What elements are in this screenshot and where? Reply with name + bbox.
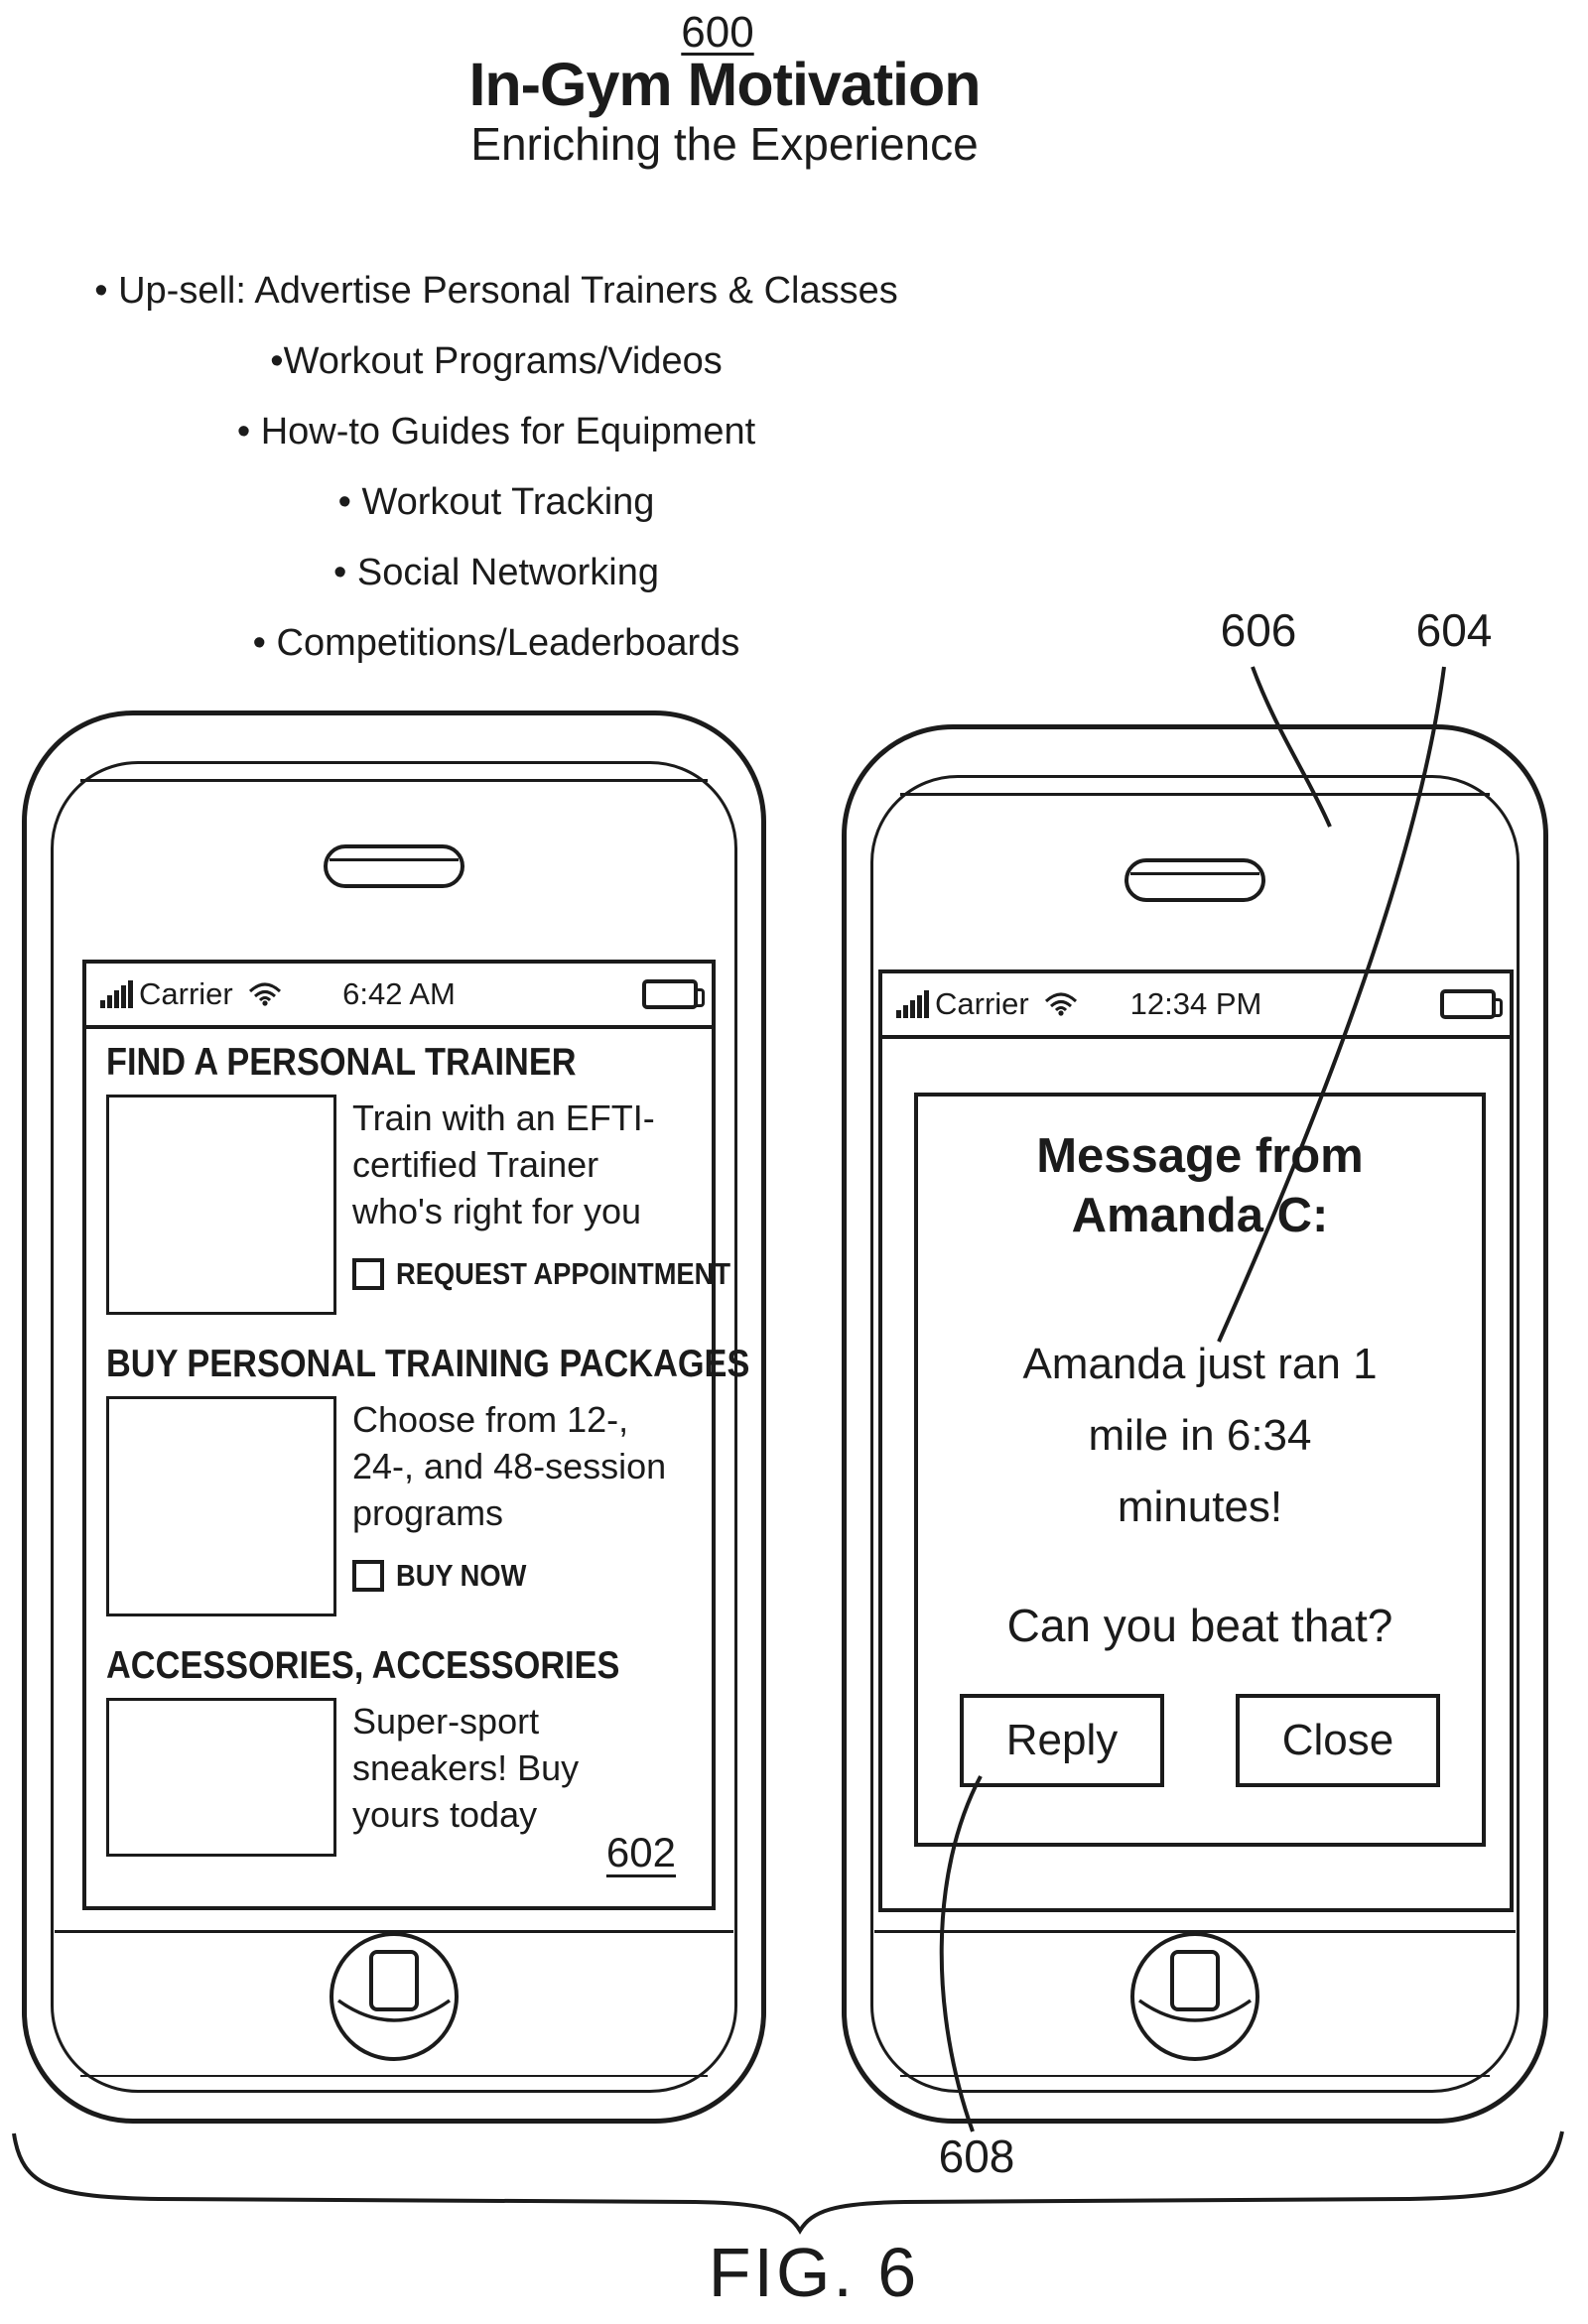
phone-right-frame-line	[900, 2075, 1490, 2077]
section-find-trainer	[106, 1041, 730, 1315]
ref-label-606: 606	[1220, 604, 1297, 656]
dialog-message	[918, 1329, 1482, 1543]
bullet-item: • How-to Guides for Equipment	[236, 411, 756, 452]
status-bar-right	[882, 973, 1510, 1039]
ref-label-602: 602	[605, 1829, 676, 1875]
message-dialog	[914, 1093, 1486, 1847]
checkbox-icon[interactable]	[352, 1560, 384, 1592]
dialog-question: Can you beat that?	[1006, 1600, 1393, 1651]
section-body-line: Choose from 12-,	[352, 1399, 629, 1440]
section-body-line: certified Trainer	[352, 1144, 599, 1185]
bullet-item: • Competitions/Leaderboards	[252, 622, 740, 664]
battery-icon	[642, 979, 698, 1009]
phone-right	[842, 724, 1548, 2124]
section-training-packages	[106, 1343, 750, 1616]
storefront-content	[86, 1029, 750, 1857]
figure-underbrace	[14, 2131, 1562, 2231]
phone-left-bezel-line-top	[80, 779, 708, 782]
reply-button[interactable]: Reply	[960, 1694, 1164, 1787]
dialog-title-line: Amanda C:	[1071, 1189, 1329, 1242]
page-subtitle: Enriching the Experience	[470, 118, 979, 170]
carrier-label: Carrier	[935, 986, 1029, 1021]
request-appointment-action[interactable]	[352, 1250, 776, 1297]
ref-label-608: 608	[938, 2130, 1015, 2182]
action-label[interactable]: BUY NOW	[396, 1558, 527, 1593]
phone-left-screen	[82, 960, 750, 1910]
action-label[interactable]: REQUEST APPOINTMENT	[396, 1256, 730, 1291]
section-body-line: Train with an EFTI-	[352, 1097, 655, 1138]
clock-time: 6:42 AM	[342, 976, 456, 1011]
phone-right-screen	[878, 969, 1514, 1912]
ref-label-604: 604	[1415, 604, 1493, 656]
phone-right-bezel-line-top	[900, 793, 1490, 796]
dialog-message-line: mile in 6:34	[1088, 1411, 1312, 1460]
bullet-item: • Social Networking	[333, 552, 659, 593]
section-body-line: who's right for you	[352, 1191, 642, 1231]
section-body-line: yours today	[352, 1794, 538, 1835]
dialog-title-line: Message from	[1036, 1129, 1364, 1183]
battery-icon	[1440, 989, 1496, 1019]
section-heading: FIND A PERSONAL TRAINER	[106, 1041, 577, 1084]
section-body-line: 24-, and 48-session	[352, 1446, 667, 1486]
home-button-square-icon	[1170, 1950, 1220, 2011]
section-body-line: sneakers! Buy	[352, 1747, 580, 1788]
section-accessories	[106, 1644, 692, 1857]
feature-bullet-list	[30, 256, 963, 679]
dialog-message-line: Amanda just ran 1	[1022, 1340, 1378, 1388]
image-placeholder	[106, 1698, 336, 1857]
checkbox-icon[interactable]	[352, 1258, 384, 1290]
figure-caption: FIG. 6	[708, 2234, 920, 2311]
section-heading: BUY PERSONAL TRAINING PACKAGES	[106, 1343, 750, 1385]
section-body-line: programs	[352, 1492, 504, 1533]
section-heading: ACCESSORIES, ACCESSORIES	[106, 1644, 620, 1687]
clock-time: 12:34 PM	[1129, 986, 1262, 1021]
image-placeholder	[106, 1095, 336, 1315]
buy-now-action[interactable]	[352, 1552, 666, 1599]
phone-left	[22, 710, 766, 2124]
home-button[interactable]	[330, 1932, 459, 2061]
speaker-icon	[324, 844, 464, 888]
section-body-line: Super-sport	[352, 1701, 540, 1742]
close-button[interactable]: Close	[1236, 1694, 1440, 1787]
dialog-message-line: minutes!	[1117, 1483, 1283, 1531]
dialog-button-row	[918, 1694, 1482, 1787]
bullet-item: • Up-sell: Advertise Personal Trainers & Classes	[94, 270, 898, 312]
phone-left-frame-line	[80, 2075, 708, 2077]
home-button-square-icon	[369, 1950, 419, 2011]
page-title: In-Gym Motivation	[468, 51, 981, 118]
figure-reference-number-text: 600	[681, 8, 754, 57]
bullet-item: •Workout Programs/Videos	[270, 340, 723, 382]
home-button[interactable]	[1130, 1932, 1259, 2061]
dialog-title	[918, 1126, 1482, 1245]
speaker-icon	[1125, 858, 1265, 902]
image-placeholder	[106, 1396, 336, 1616]
carrier-label: Carrier	[139, 976, 233, 1011]
status-bar-left	[86, 964, 712, 1029]
bullet-item: • Workout Tracking	[337, 481, 655, 523]
